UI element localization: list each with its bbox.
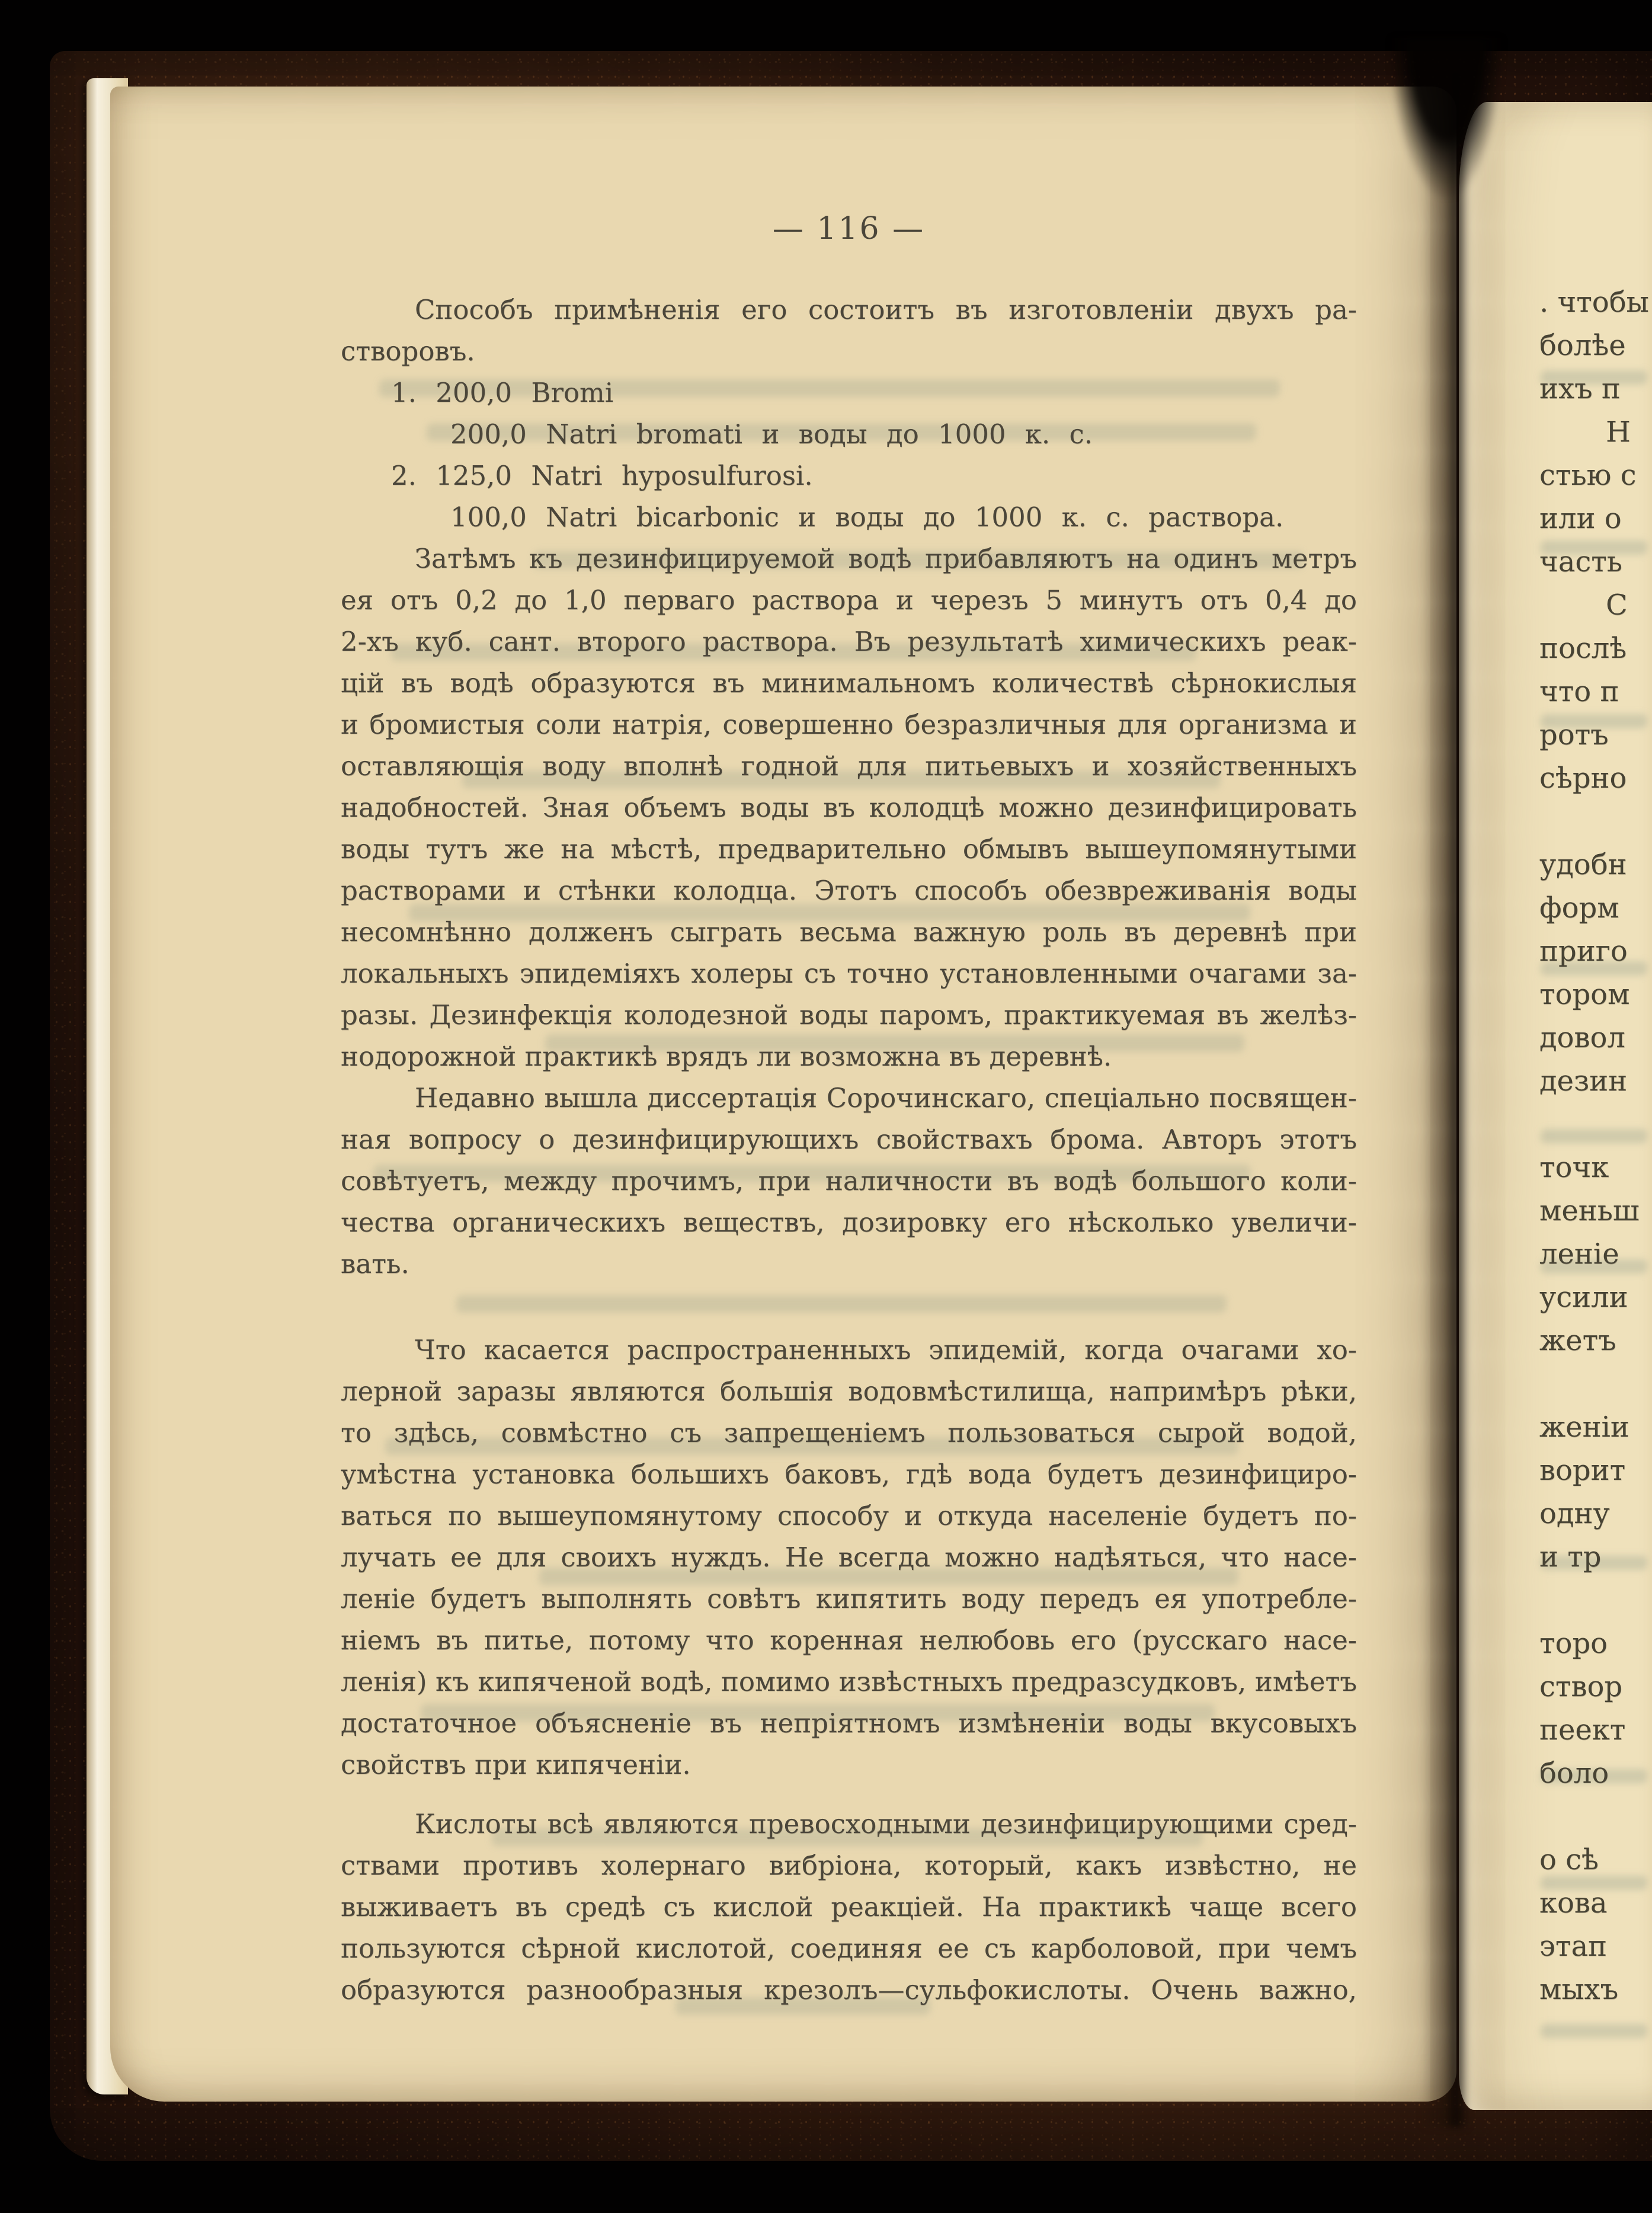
text-fragment <box>1539 1795 1652 1838</box>
text-fragment: . чтобы <box>1539 286 1649 319</box>
text-fragment: довол <box>1539 1021 1625 1054</box>
text-fragment: точк <box>1539 1151 1609 1184</box>
text-line: 200,0 Natri bromati и воды до 1000 к. с. <box>450 418 1093 450</box>
text-fragment: женіи <box>1539 1411 1629 1444</box>
text-fragment: меньш <box>1539 1194 1640 1227</box>
text-fragment: боло <box>1539 1757 1609 1790</box>
text-line: 100,0 Natri bicarbonic и воды до 1000 к. с. раствора. <box>450 501 1284 533</box>
text-line: ствами противъ холернаго вибріона, который, какъ извѣстно, не <box>341 1850 1357 1881</box>
text-fragment: стью с <box>1539 459 1637 492</box>
text-fragment: тором <box>1539 978 1630 1011</box>
text-line: лучать ее для своихъ нуждъ. Не всегда можно надѣяться, что насе- <box>341 1542 1357 1573</box>
text-line: свойствъ при кипяченіи. <box>341 1749 691 1780</box>
page-number: — 116 — <box>772 211 926 247</box>
text-line: чества органическихъ веществъ, дозировку его нѣсколько увеличи- <box>341 1207 1357 1238</box>
text-fragment: дезин <box>1539 1064 1628 1098</box>
text-fragment: о сѣ <box>1539 1843 1599 1876</box>
text-fragment: Н <box>1606 415 1631 449</box>
text-line: растворами и стѣнки колодца. Этотъ способъ обезвреживанія воды <box>341 875 1357 906</box>
text-fragment <box>1539 1363 1652 1406</box>
text-line: 2. 125,0 Natri hyposulfurosi. <box>391 460 813 491</box>
text-fragment <box>1539 1579 1652 1622</box>
text-line: лерной заразы являются большія водовмѣстилища, напримѣръ рѣки, <box>341 1376 1357 1407</box>
text-line: Затѣмъ къ дезинфицируемой водѣ прибавляютъ на одинъ метръ <box>415 543 1357 574</box>
text-line: надобностей. Зная объемъ воды въ колодцѣ можно дезинфицировать <box>341 792 1357 823</box>
text-fragment: ворит <box>1539 1454 1626 1487</box>
text-line: нодорожной практикѣ врядъ ли возможна въ деревнѣ. <box>341 1041 1112 1072</box>
text-fragment <box>1539 1103 1652 1146</box>
text-fragment: и тр <box>1539 1540 1602 1574</box>
text-line: совѣтуетъ, между прочимъ, при наличности въ водѣ большого коли- <box>341 1165 1357 1197</box>
text-line: оставляющія воду вполнѣ годной для питьевыхъ и хозяйственныхъ <box>341 750 1357 782</box>
text-line: ная вопросу о дезинфицирующихъ свойствахъ брома. Авторъ этотъ <box>341 1124 1357 1155</box>
text-fragment: часть <box>1539 545 1622 578</box>
text-fragment: форм <box>1539 891 1619 925</box>
text-line: несомнѣнно долженъ сыграть весьма важную роль въ деревнѣ при <box>341 916 1357 948</box>
text-line: леніе будетъ выполнять совѣтъ кипятить воду передъ ея употребле- <box>341 1583 1357 1614</box>
text-fragment: створ <box>1539 1670 1623 1703</box>
text-line: достаточное объясненіе въ непріятномъ измѣненіи воды вкусовыхъ <box>341 1707 1357 1739</box>
text-fragment: леніе <box>1539 1237 1619 1271</box>
gutter-top-shadow <box>1390 38 1503 198</box>
text-fragment: усили <box>1539 1281 1628 1314</box>
text-line: Кислоты всѣ являются превосходными дезинфицирующими сред- <box>415 1808 1357 1840</box>
text-line: то здѣсь, совмѣстно съ запрещеніемъ пользоваться сырой водой, <box>341 1417 1357 1448</box>
text-fragment: С <box>1606 589 1628 622</box>
text-line: ленія) къ кипяченой водѣ, помимо извѣстныхъ предразсудковъ, имѣетъ <box>341 1666 1357 1697</box>
text-line: пользуются сѣрной кислотой, соединяя ее съ карболовой, при чемъ <box>341 1933 1357 1964</box>
text-line: ея отъ 0,2 до 1,0 перваго раствора и черезъ 5 минутъ отъ 0,4 до <box>341 584 1357 616</box>
text-line: вать. <box>341 1248 409 1280</box>
text-fragment: что п <box>1539 675 1619 708</box>
right-page-text-fragments <box>1539 281 1652 2011</box>
text-fragment: этап <box>1539 1930 1608 1963</box>
text-fragment: торо <box>1539 1627 1608 1660</box>
text-line: Способъ примѣненія его состоитъ въ изготовленіи двухъ ра- <box>415 294 1357 325</box>
text-line: цій въ водѣ образуются въ минимальномъ количествѣ сѣрнокислыя <box>341 667 1357 699</box>
text-line: створовъ. <box>341 335 475 367</box>
text-fragment: пеект <box>1539 1713 1626 1747</box>
text-line: локальныхъ эпидеміяхъ холеры съ точно установленными очагами за- <box>341 958 1357 989</box>
text-fragment: кова <box>1539 1886 1608 1920</box>
text-line: умѣстна установка большихъ баковъ, гдѣ вода будетъ дезинфициро- <box>341 1459 1357 1490</box>
text-fragment: удобн <box>1539 848 1627 881</box>
left-page-text <box>341 289 1357 2011</box>
text-fragment: сѣрно <box>1539 762 1627 795</box>
text-fragment: мыхъ <box>1539 1973 1619 2006</box>
text-line: 1. 200,0 Bromi <box>391 377 614 408</box>
text-line: образуются разнообразныя крезолъ—сульфокислоты. Очень важно, <box>341 1974 1357 2006</box>
text-fragment: ихъ п <box>1539 372 1621 405</box>
text-fragment: приго <box>1539 935 1628 968</box>
text-line: ніемъ въ питье, потому что коренная нелюбовь его (русскаго насе- <box>341 1624 1357 1656</box>
text-line: Что касается распространенныхъ эпидемій, когда очагами хо- <box>415 1334 1357 1365</box>
text-line: Недавно вышла диссертація Сорочинскаго, спеціально посвящен- <box>415 1082 1357 1114</box>
text-line: воды тутъ же на мѣстѣ, предварительно обмывъ вышеупомянутыми <box>341 833 1357 865</box>
text-fragment: или о <box>1539 502 1622 535</box>
text-line: ваться по вышеупомянутому способу и откуда населеніе будетъ по- <box>341 1500 1357 1531</box>
gutter-shadow <box>1421 71 1467 2128</box>
text-fragment: ротъ <box>1539 718 1609 751</box>
text-fragment: одну <box>1539 1497 1610 1530</box>
text-line: и бромистыя соли натрія, совершенно безразличныя для организма и <box>341 709 1357 740</box>
text-line: выживаетъ въ средѣ съ кислой реакціей. На практикѣ чаще всего <box>341 1891 1357 1923</box>
text-fragment <box>1539 800 1652 843</box>
text-fragment: послѣ <box>1539 632 1627 665</box>
text-fragment: жетъ <box>1539 1324 1616 1357</box>
text-fragment: болѣе <box>1539 329 1626 362</box>
text-line: разы. Дезинфекція колодезной воды паромъ, практикуемая въ желѣз- <box>341 999 1357 1031</box>
text-line: 2-хъ куб. сант. второго раствора. Въ результатѣ химическихъ реак- <box>341 626 1357 657</box>
